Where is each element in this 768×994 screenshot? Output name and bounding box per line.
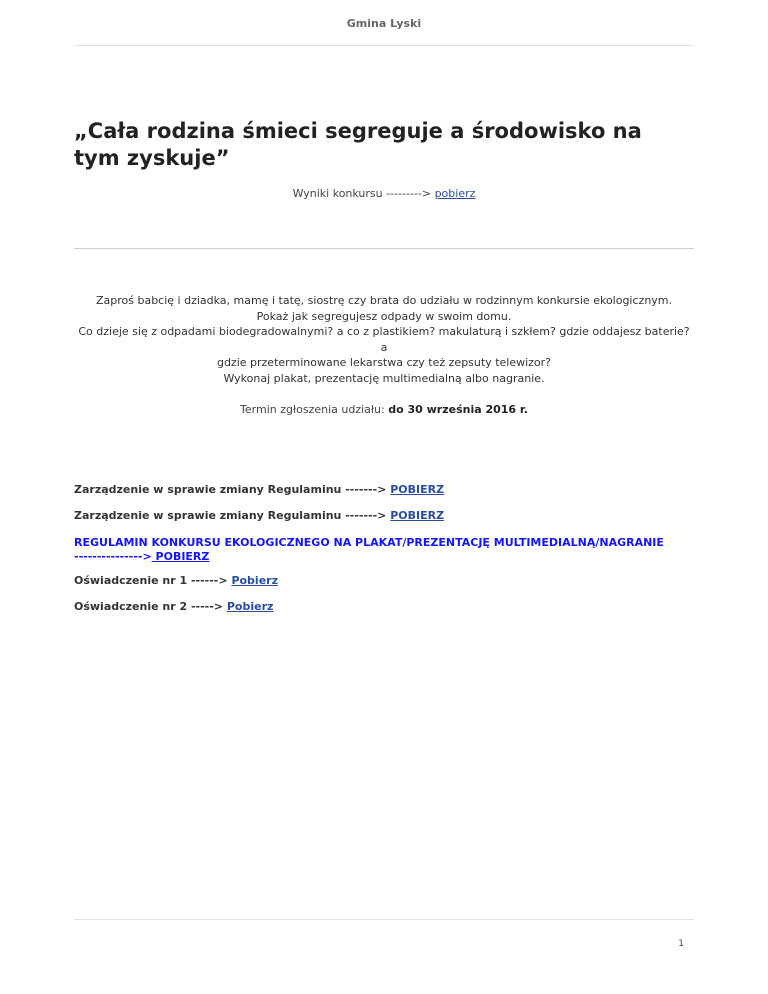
regulation-change-2-download-link[interactable]: POBIERZ xyxy=(390,509,445,522)
statement-1-download-link[interactable]: Pobierz xyxy=(231,574,278,587)
link-label: REGULAMIN KONKURSU EKOLOGICZNEGO NA PLAKAT/PREZENTACJĘ MULTIMEDIALNĄ/NAGRANIE xyxy=(74,536,664,549)
link-row-statement-2 xyxy=(74,600,674,614)
link-label: Zarządzenie w sprawie zmiany Regulaminu -------> xyxy=(74,483,387,496)
deadline-date: do 30 września 2016 r. xyxy=(388,403,528,416)
regulation-change-1-download-link[interactable]: POBIERZ xyxy=(390,483,445,496)
link-row-regulation-change-1 xyxy=(74,483,674,497)
intro-line: Wykonaj plakat, prezentację multimedialną albo nagranie. xyxy=(223,371,545,385)
statement-2-download-link[interactable]: Pobierz xyxy=(226,600,274,613)
page-title: „Cała rodzina śmieci segreguje a środowisko na tym zyskuje” xyxy=(74,119,642,170)
page-number: 1 xyxy=(678,939,684,949)
footer-divider xyxy=(74,919,694,920)
results-label: Wyniki konkursu ---------> xyxy=(292,187,432,200)
intro-line: Pokaż jak segregujesz odpady w swoim domu. xyxy=(256,309,512,323)
intro-line: gdzie przeterminowane lekarstwa czy też zepsuty telewizor? xyxy=(216,356,552,370)
deadline xyxy=(0,403,768,416)
link-row-competition-rules xyxy=(74,536,674,564)
section-divider xyxy=(74,248,694,249)
link-label: Oświadczenie nr 1 ------> xyxy=(74,574,228,587)
header-divider xyxy=(74,45,694,46)
link-label-arrow: ---------------> xyxy=(74,550,152,563)
results-line xyxy=(0,187,768,200)
competition-rules-download-link[interactable]: POBIERZ xyxy=(151,550,210,563)
link-row-regulation-change-2 xyxy=(74,509,674,523)
intro-line: Co dzieje się z odpadami biodegradowalnymi? a co z plastikiem? makulaturą i szkłem? gdzie oddajesz baterie? a xyxy=(78,325,690,354)
intro-line: Zaproś babcię i dziadka, mamę i tatę, siostrę czy brata do udziału w rodzinnym konkursie ekologicznym. xyxy=(95,294,673,307)
link-label: Oświadczenie nr 2 -----> xyxy=(74,600,224,613)
link-label: Zarządzenie w sprawie zmiany Regulaminu -------> xyxy=(74,509,387,522)
intro-text xyxy=(74,293,694,387)
site-name: Gmina Lyski xyxy=(346,17,422,30)
link-row-statement-1 xyxy=(74,574,674,588)
results-download-link[interactable]: pobierz xyxy=(434,187,476,200)
deadline-label: Termin zgłoszenia udziału: xyxy=(240,403,385,416)
